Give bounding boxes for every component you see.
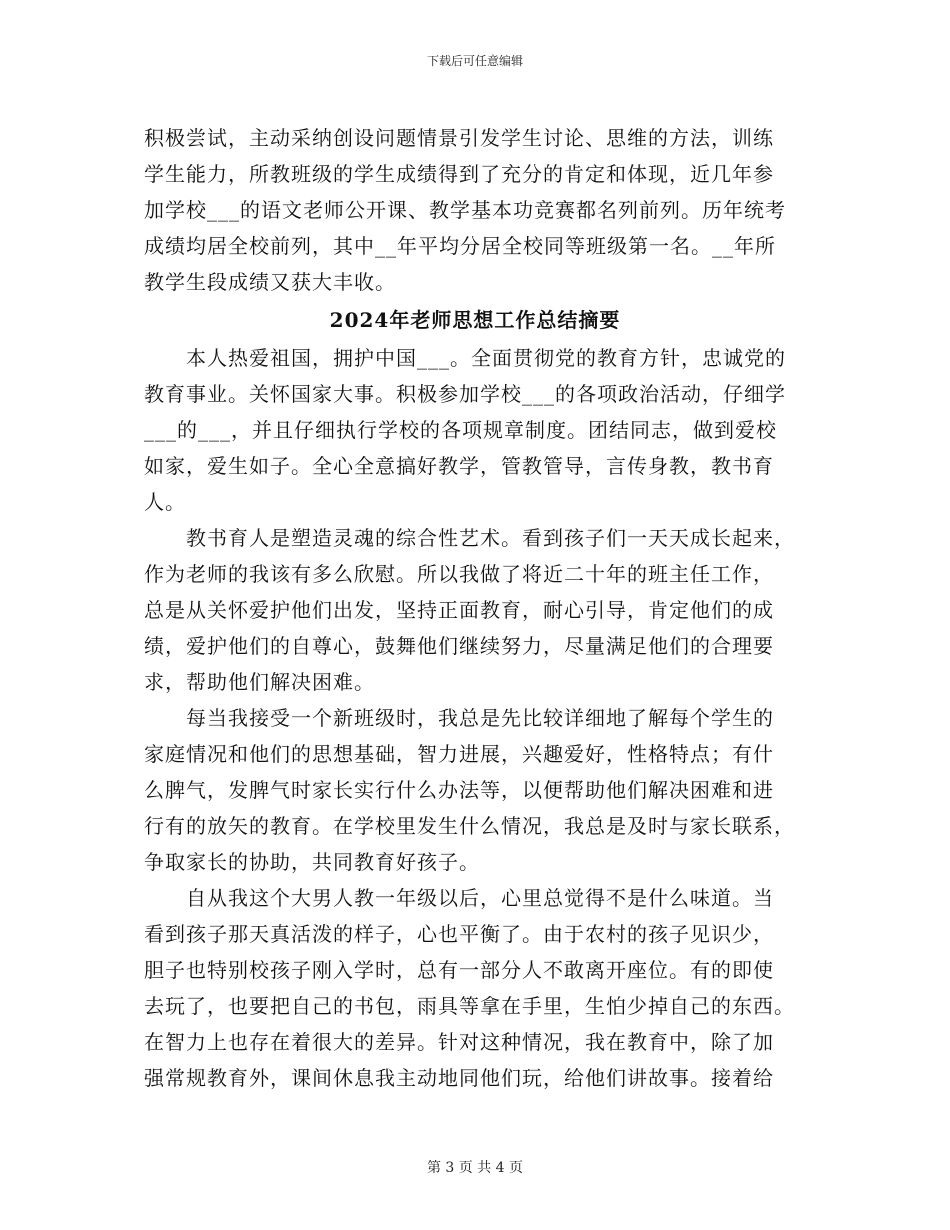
text-line: ___的___，并且仔细执行学校的各项规章制度。团结同志，做到爱校 [144, 418, 777, 442]
intro-paragraph [144, 120, 806, 300]
text-line: 自从我这个大男人教一年级以后，心里总觉得不是什么味道。当 [186, 886, 774, 910]
text-line: 教书育人是塑造灵魂的综合性艺术。看到孩子们一天天成长起来， [186, 526, 795, 550]
text-line: 总是从关怀爱护他们出发，坚持正面教育，耐心引导，肯定他们的成 [144, 598, 774, 622]
text-line: 加学校___的语文老师公开课、教学基本功竞赛都名列前列。历年统考 [144, 198, 786, 222]
text-line: 家庭情况和他们的思想基础，智力进展，兴趣爱好，性格特点；有什 [144, 742, 774, 766]
text-line: 么脾气，发脾气时家长实行什么办法等，以便帮助他们解决困难和进 [144, 778, 774, 802]
text-line: 如家，爱生如子。全心全意搞好教学，管教管导，言传身教，教书育 [144, 454, 774, 478]
text-line: 学生能力，所教班级的学生成绩得到了充分的肯定和体现，近几年参 [144, 162, 774, 186]
text-line: 在智力上也存在着很大的差异。针对这种情况，我在教育中，除了加 [144, 1030, 774, 1054]
paragraph-4 [144, 880, 806, 1096]
text-line: 绩，爱护他们的自尊心，鼓舞他们继续努力，尽量满足他们的合理要 [144, 634, 774, 658]
page-header-note: 下载后可任意编辑 [426, 54, 523, 68]
text-line: 教育事业。关怀国家大事。积极参加学校___的各项政治活动，仔细学 [144, 382, 786, 406]
page-number-footer: 第 3 页 共 4 页 [426, 1160, 524, 1176]
text-line: 人。 [144, 490, 186, 514]
text-line: 教学生段成绩又获大丰收。 [144, 270, 396, 294]
text-line: 胆子也特别校孩子刚入学时，总有一部分人不敢离开座位。有的即使 [144, 958, 774, 982]
text-line: 作为老师的我该有多么欣慰。所以我做了将近二十年的班主任工作， [144, 562, 774, 586]
document-body [144, 120, 806, 1096]
paragraph-1 [144, 340, 806, 520]
text-line: 争取家长的协助，共同教育好孩子。 [144, 850, 480, 874]
section-title: 2024年老师思想工作总结摘要 [329, 308, 621, 332]
text-line: 本人热爱祖国，拥护中国___。全面贯彻党的教育方针，忠诚党的 [186, 346, 786, 370]
text-line: 强常规教育外，课间休息我主动地同他们玩，给他们讲故事。接着给 [144, 1066, 774, 1090]
text-line: 每当我接受一个新班级时，我总是先比较详细地了解每个学生的 [186, 706, 774, 730]
text-line: 积极尝试，主动采纳创设问题情景引发学生讨论、思维的方法，训练 [144, 126, 774, 150]
text-line: 行有的放矢的教育。在学校里发生什么情况，我总是及时与家长联系， [144, 814, 795, 838]
paragraph-3 [144, 700, 806, 880]
text-line: 看到孩子那天真活泼的样子，心也平衡了。由于农村的孩子见识少， [144, 922, 774, 946]
text-line: 成绩均居全校前列，其中__年平均分居全校同等班级第一名。__年所 [144, 234, 776, 258]
paragraph-2 [144, 520, 806, 700]
text-line: 求，帮助他们解决困难。 [144, 670, 375, 694]
text-line: 去玩了，也要把自己的书包，雨具等拿在手里，生怕少掉自己的东西。 [144, 994, 795, 1018]
